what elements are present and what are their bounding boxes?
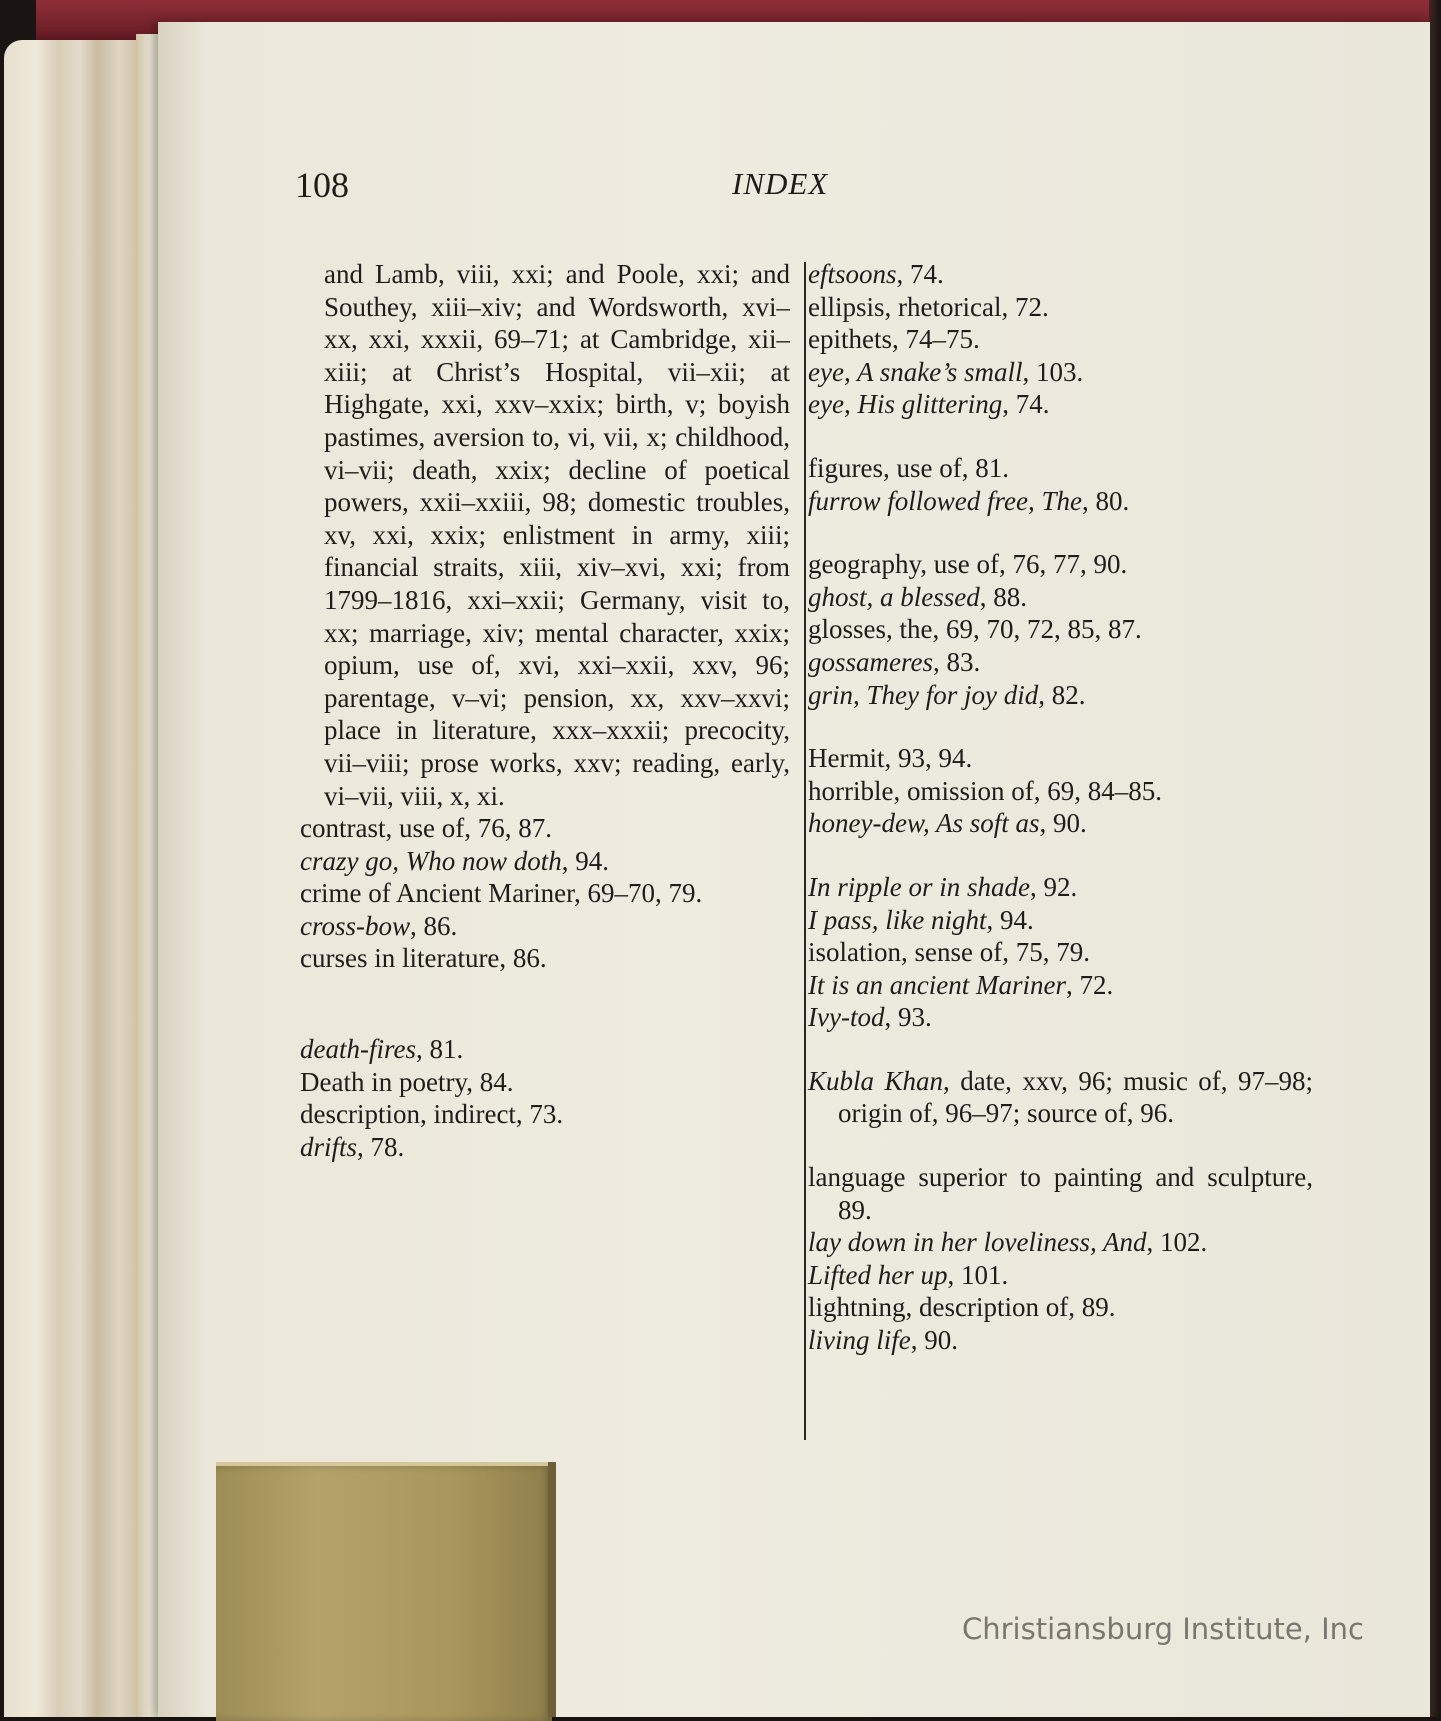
- section-gap: [808, 421, 1313, 452]
- entry-term: Kubla Khan: [808, 1065, 943, 1096]
- index-entry-lifted: [808, 1259, 1313, 1292]
- section-gap: [808, 711, 1313, 742]
- index-entry-ghost: [808, 581, 1313, 614]
- index-entry-honeydew: [808, 807, 1313, 840]
- entry-term: grin, They for joy did: [808, 679, 1039, 710]
- section-gap: [808, 517, 1313, 548]
- entry-term: In ripple or in shade: [808, 871, 1030, 902]
- section-gap: [808, 1034, 1313, 1065]
- entry-term: lay down in her loveliness, And: [808, 1227, 1147, 1258]
- entry-ref: , 94.: [561, 845, 609, 876]
- entry-ref: , 103.: [1022, 356, 1084, 387]
- page-number: 108: [295, 165, 349, 205]
- entry-term: living life: [808, 1325, 911, 1356]
- entry-ref: , 90.: [910, 1325, 958, 1356]
- entry-term: cross-bow: [300, 910, 411, 941]
- index-entry-living: [808, 1324, 1313, 1357]
- index-entry-coleridge: and Lamb, viii, xxi; and Poole, xxi; and Southey, xiii–xiv; and Wordsworth, xvi–xx, xxi, xxxii, 69–71; at Cambridge, xii–xiii; at Christ’s Hospital, vii–xii; at Highgate, xxi, xxv–xxix; birth, v; boyish pastimes, aversion to, vi, vii, x; childhood, vi–vii; death, xxix; decline of poetical powers, xxii–xxiii, 98; domestic troubles, xv, xxi, xxix; enlistment in army, xiii; financial straits, xiii, xiv–xvi, xxi; from 1799–1816, xxi–xxii; Germany, visit to, xx; marriage, xiv; mental character, xxix; opium, use of, xvi, xxi–xxii, xxv, 96; parentage, v–vi; pension, xx, xxv–xxvi; place in literature, xxx–xxxii; precocity, vii–viii; prose works, xxv; reading, early, vi–vii, viii, x, xi.: [324, 259, 790, 811]
- index-entry-crazy: [300, 845, 790, 878]
- entry-ref: , date, xxv, 96; music of, 97–98; origin of, 96–97; source of, 96.: [838, 1065, 1313, 1129]
- index-entry-horrible: horrible, omission of, 69, 84–85.: [808, 775, 1162, 806]
- index-entry-ancient-mariner: [808, 969, 1313, 1002]
- entry-ref: , 86.: [410, 910, 458, 941]
- entry-ref: , 102.: [1146, 1227, 1208, 1258]
- entry-term: drifts: [300, 1131, 358, 1162]
- index-entry-furrow: [808, 485, 1313, 518]
- section-gap: [300, 975, 790, 1033]
- entry-term: death-fires: [300, 1034, 416, 1065]
- page-title: INDEX: [732, 166, 829, 201]
- entry-ref: , 82.: [1038, 679, 1086, 710]
- index-entry-lightning: lightning, description of, 89.: [808, 1292, 1116, 1323]
- index-entry-crossbow: [300, 910, 790, 943]
- index-entry-laydown: [808, 1226, 1313, 1259]
- entry-term: honey-dew, As soft as: [808, 808, 1040, 839]
- entry-ref: , 94.: [986, 904, 1034, 935]
- entry-ref: , 72.: [1065, 969, 1114, 1000]
- entry-ref: , 92.: [1030, 871, 1078, 902]
- index-entry-ripple: [808, 871, 1313, 904]
- index-entry-eye-snake: [808, 356, 1313, 389]
- index-entry-ellipsis: ellipsis, rhetorical, 72.: [808, 291, 1049, 322]
- entry-term: gossameres: [808, 646, 933, 677]
- entry-ref: , 83.: [933, 646, 981, 677]
- index-entry-eye-glitter: [808, 388, 1313, 421]
- index-entry-epithets: epithets, 74–75.: [808, 324, 980, 355]
- entry-term: crazy go, Who now doth: [300, 845, 562, 876]
- index-entry-drifts: [300, 1131, 790, 1164]
- entry-ref: , 93.: [884, 1002, 932, 1033]
- entry-ref: , 74.: [896, 259, 944, 289]
- index-entry-hermit: Hermit, 93, 94.: [808, 743, 973, 774]
- entry-ref: , 78.: [357, 1131, 405, 1162]
- index-entry-crime: crime of Ancient Mariner, 69–70, 79.: [300, 878, 703, 909]
- index-entry-kubla-khan: [808, 1065, 1313, 1130]
- index-entry-curses: curses in literature, 86.: [300, 943, 547, 974]
- entry-ref: , 80.: [1082, 485, 1130, 516]
- book-cover-edge: [1429, 0, 1441, 1717]
- entry-term: ghost, a blessed: [808, 581, 980, 612]
- column-rule: [804, 262, 806, 1440]
- index-entry-contrast: contrast, use of, 76, 87.: [300, 813, 552, 844]
- entry-ref: , 74.: [1002, 389, 1050, 420]
- entry-term: Lifted her up: [808, 1259, 948, 1290]
- index-entry-description: description, indirect, 73.: [300, 1099, 564, 1130]
- entry-term: eftsoons: [808, 259, 897, 289]
- index-entry-death-poetry: Death in poetry, 84.: [300, 1066, 514, 1097]
- index-entry-gossameres: [808, 646, 1313, 679]
- entry-term: I pass, like night: [808, 904, 987, 935]
- watermark: Christiansburg Institute, Inc: [962, 1612, 1364, 1646]
- entry-term: It is an ancient Mariner: [808, 969, 1066, 1000]
- index-entry-isolation: isolation, sense of, 75, 79.: [808, 937, 1090, 968]
- section-gap: [808, 1130, 1313, 1161]
- index-entry-ipass: [808, 904, 1313, 937]
- section-gap: [808, 840, 1313, 871]
- book-stand-block: [216, 1462, 552, 1721]
- entry-ref: , 90.: [1039, 808, 1087, 839]
- entry-ref: , 81.: [415, 1034, 464, 1065]
- index-entry-figures: figures, use of, 81.: [808, 452, 1009, 483]
- entry-term: eye, His glittering: [808, 389, 1003, 420]
- index-left-column: [300, 258, 790, 1163]
- index-entry-geography: geography, use of, 76, 77, 90.: [808, 549, 1128, 580]
- index-right-column: [808, 258, 1313, 1357]
- entry-term: eye, A snake’s small: [808, 356, 1023, 387]
- index-entry-ivytod: [808, 1001, 1313, 1034]
- index-entry-grin: [808, 679, 1313, 712]
- index-entry-deathfires: [300, 1033, 790, 1066]
- index-entry-language: language superior to painting and sculpture, 89.: [808, 1162, 1313, 1225]
- entry-term: Ivy-tod: [808, 1002, 885, 1033]
- entry-ref: , 101.: [947, 1259, 1009, 1290]
- index-entry-glosses: glosses, the, 69, 70, 72, 85, 87.: [808, 614, 1142, 645]
- book-stand-side: [548, 1462, 556, 1717]
- entry-ref: , 88.: [979, 581, 1027, 612]
- index-entry-eftsoons: [808, 258, 1313, 291]
- entry-term: furrow followed free, The: [808, 485, 1082, 516]
